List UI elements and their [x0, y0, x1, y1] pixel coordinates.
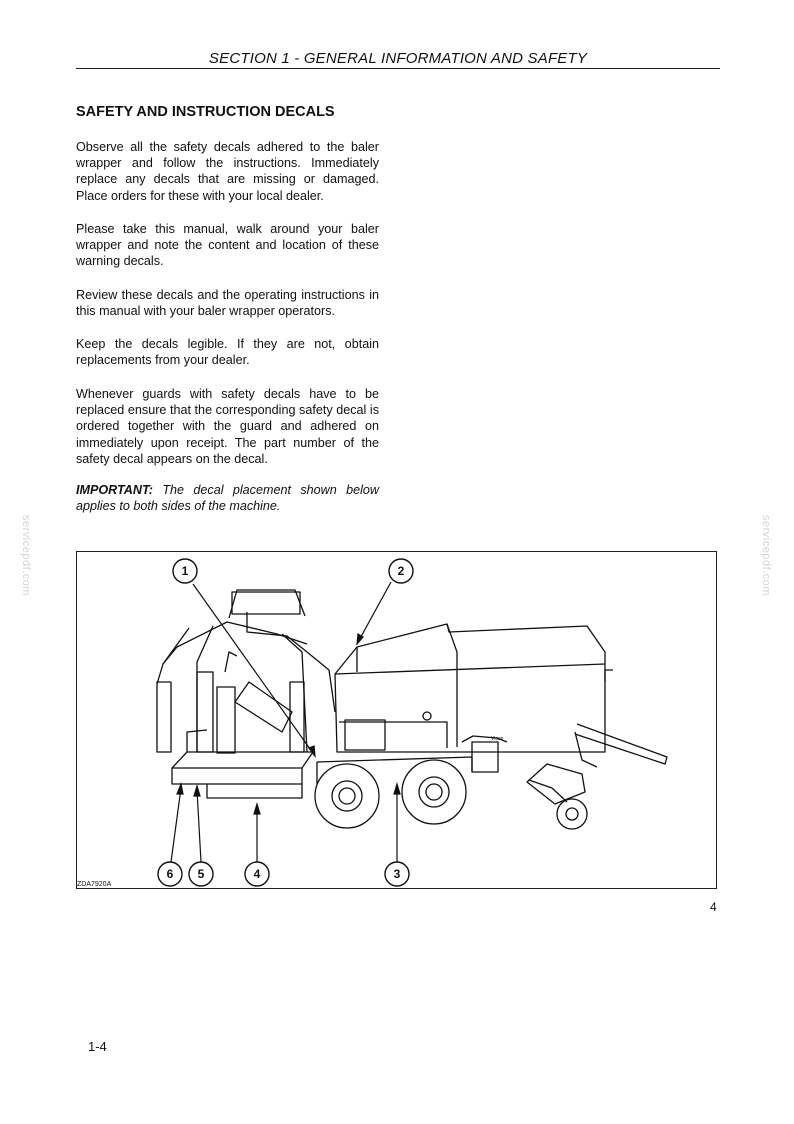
svg-text:2: 2 — [397, 564, 405, 578]
important-text: The decal placement shown below applies to both sides of the machine. — [76, 483, 380, 514]
watermark-right: servicepdf.com — [760, 515, 772, 596]
paragraph-1: Observe all the safety decals adhered to the baler wrapper and follow the instructions. Immediately replace any decals that are missing or damaged. Place orders for these with your local dealer. — [76, 140, 379, 203]
paragraph-3: Review these decals and the operating instructions in this manual with your baler wrapper operators. — [76, 288, 379, 319]
callout-6 — [158, 862, 182, 886]
watermark-left: servicepdf.com — [20, 515, 32, 596]
section-title: SAFETY AND INSTRUCTION DECALS — [76, 104, 335, 120]
callout-4 — [245, 862, 269, 886]
figure-number: 4 — [710, 900, 717, 914]
callout-5 — [189, 862, 213, 886]
important-label: IMPORTANT: — [76, 483, 153, 497]
svg-text:1: 1 — [181, 564, 189, 578]
baler-wrapper-illustration — [77, 552, 718, 890]
callout-1 — [173, 559, 197, 583]
svg-text:6: 6 — [166, 867, 174, 881]
brand-label: Vicon — [491, 736, 504, 742]
svg-text:5: 5 — [197, 867, 205, 881]
page-number: 1-4 — [88, 1039, 107, 1054]
paragraph-2: Please take this manual, walk around your baler wrapper and note the content and location of these warning decals. — [76, 222, 379, 269]
callout-3 — [385, 862, 409, 886]
important-note — [76, 482, 379, 514]
decal-location-figure — [76, 551, 717, 889]
paragraph-4: Keep the decals legible. If they are not, obtain replacements from your dealer. — [76, 337, 379, 368]
section-header: SECTION 1 - GENERAL INFORMATION AND SAFETY — [208, 50, 588, 67]
callout-2 — [389, 559, 413, 583]
svg-text:3: 3 — [393, 867, 401, 881]
svg-text:4: 4 — [253, 867, 261, 881]
figure-code: ZDA7920A — [77, 881, 112, 888]
paragraph-5: Whenever guards with safety decals have to be replaced ensure that the corresponding safety decal is ordered together with the guard and adhered on immediately upon receipt. The part number of the safety decal appears on the decal. — [76, 387, 379, 466]
header-rule — [76, 68, 720, 69]
